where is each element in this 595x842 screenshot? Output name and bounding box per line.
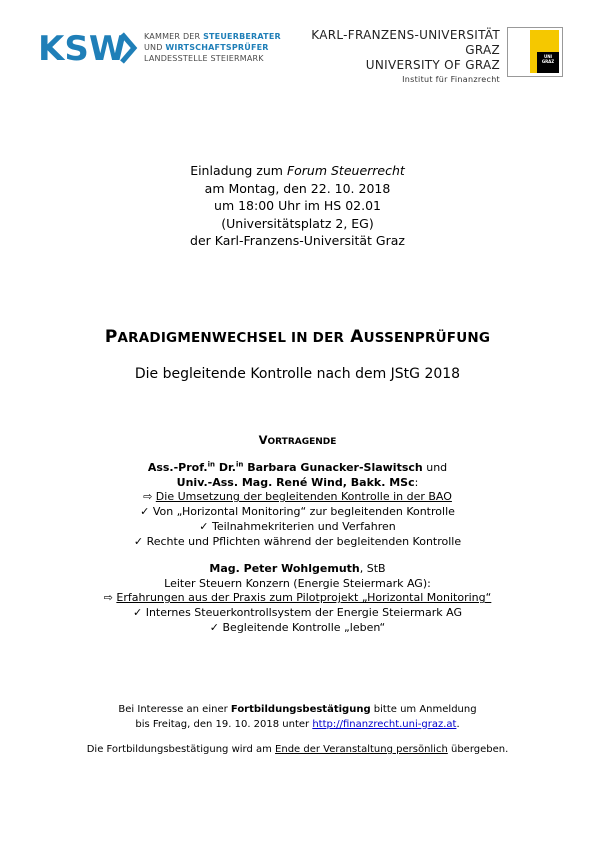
topic-line: ⇨ Erfahrungen aus der Praxis zum Pilotprojekt „Horizontal Monitoring“ <box>103 591 492 605</box>
ksw-logo-text: KSW <box>38 30 127 66</box>
speaker-block-1: Ass.-Prof.$^{in}$ Dr.$^{in}$ Barbara Gunacker-Slawitsch und Univ.-Ass. Mag. René Wind, Bakk. MSc: ⇨ Die Umsetzung der begleitenden Kontrolle in der BAO ✓ Von „Horizontal Monitoring“ zur begleitenden Kontrolle ✓ Teilnahmekriterien und Verfahren ✓ Rechte und Pflichten während der begleitenden Kontrolle <box>0 461 595 549</box>
invitation-block: Einladung zum Forum Steuerrecht am Montag, den 22. 10. 2018 um 18:00 Uhr im HS 02.01 (Universitätsplatz 2, EG) der Karl-Franzens-Universität Graz <box>190 163 405 248</box>
arrow-right-icon: ⇨ <box>143 490 153 504</box>
page-subtitle: Die begleitende Kontrolle nach dem JStG 2018 <box>134 366 461 382</box>
ksw-logo <box>38 30 138 66</box>
uni-graz-logo: UNI GRAZ <box>507 27 563 77</box>
university-name: KARL-FRANZENS-UNIVERSITÄT GRAZ UNIVERSITY OF GRAZ Institut für Finanzrecht <box>288 28 500 87</box>
check-icon: ✓ <box>133 534 144 548</box>
topic-line: ⇨ Die Umsetzung der begleitenden Kontrolle in der BAO <box>143 490 452 504</box>
registration-link[interactable]: http://finanzrecht.uni-graz.at <box>312 718 457 730</box>
check-icon: ✓ <box>132 606 143 620</box>
list-item: ✓ Begleitende Kontrolle „leben“ <box>209 620 386 634</box>
speakers-heading: VORTRAGENDE <box>258 433 337 447</box>
check-icon: ✓ <box>140 505 150 519</box>
list-item: ✓ Rechte und Pflichten während der begleitenden Kontrolle <box>133 534 462 548</box>
ksw-chamber-text: KAMMER DER STEUERBERATER UND WIRTSCHAFTSPRÜFER LANDESSTELLE STEIERMARK <box>144 32 281 63</box>
check-icon: ✓ <box>199 519 209 533</box>
institute-name: Institut für Finanzrecht <box>402 75 500 84</box>
list-item: ✓ Von „Horizontal Monitoring“ zur begleitenden Kontrolle <box>140 505 455 519</box>
check-icon: ✓ <box>209 620 220 634</box>
arrow-right-icon: ⇨ <box>103 591 113 605</box>
page-title: PARADIGMENWECHSEL IN DER AUSSENPRÜFUNG <box>104 327 491 347</box>
registration-note: Bei Interesse an einer Fortbildungsbestätigung bitte um Anmeldung bis Freitag, den 19. 10. 2018 unter http://finanzrecht.uni-graz.at. <box>118 704 477 730</box>
list-item: ✓ Internes Steuerkontrollsystem der Energie Steiermark AG <box>132 606 463 620</box>
list-item: ✓ Teilnahmekriterien und Verfahren <box>199 519 396 533</box>
speaker-block-2: Mag. Peter Wohlgemuth, StB Leiter Steuern Konzern (Energie Steiermark AG): ⇨ Erfahrungen aus der Praxis zum Pilotprojekt „Horizontal Monitoring“ ✓ Internes Steuerkontrollsystem der Energie Steiermark AG ✓ Begleitende Kontrolle „leben“ <box>0 562 595 636</box>
certificate-note: Die Fortbildungsbestätigung wird am Ende der Veranstaltung persönlich übergeben. <box>86 744 509 755</box>
